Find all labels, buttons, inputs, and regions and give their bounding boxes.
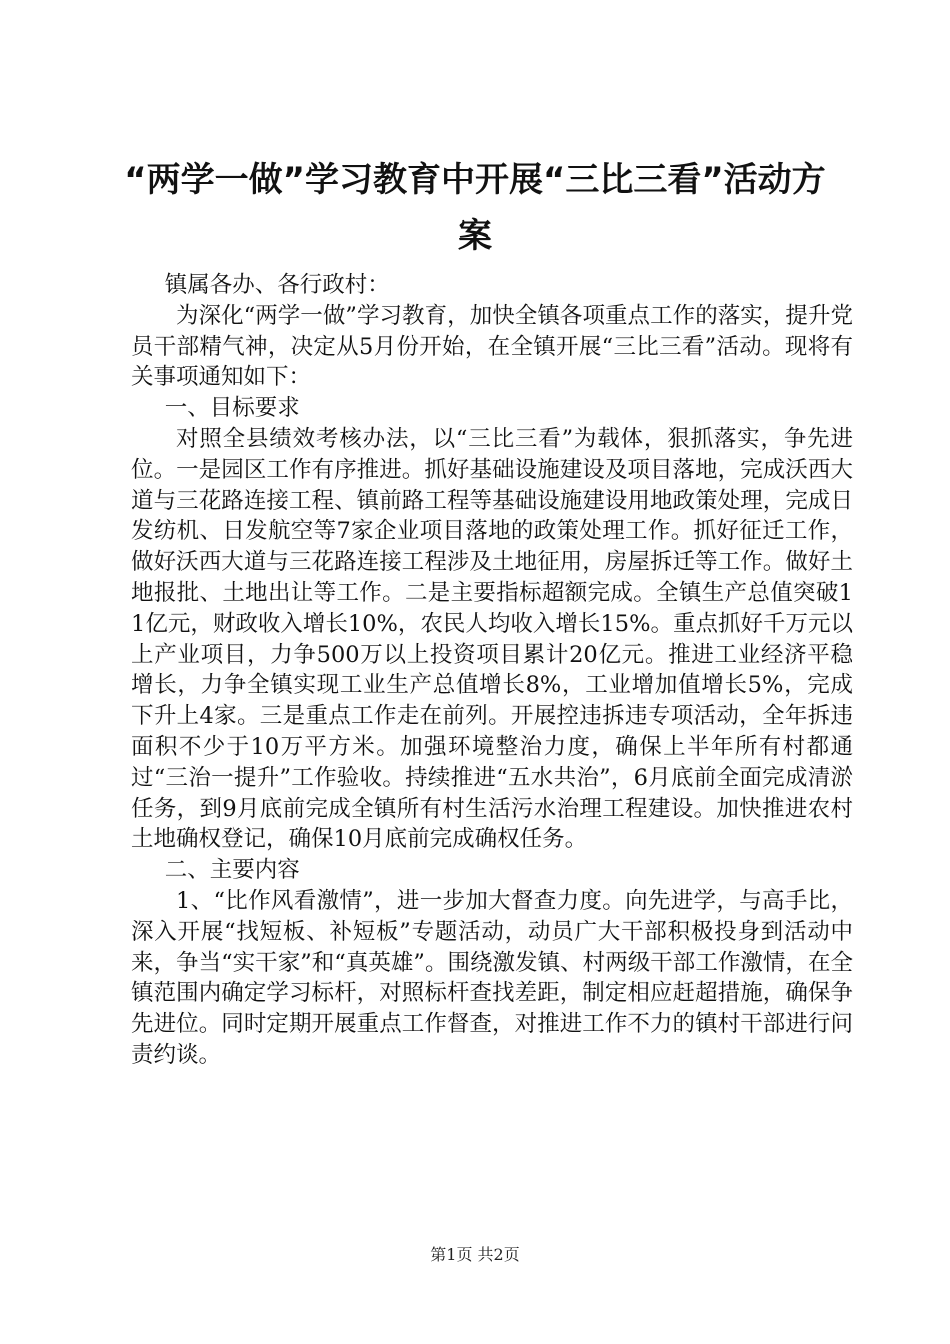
content-item-1: 1、“比作风看激情”，进一步加大督查力度。向先进学，与高手比，深入开展“找短板、补短板”专题活动，动员广大干部积极投身到活动中来，争当“实干家”和“真英雄”。围绕激发镇、村两级干部工作激情，在全镇范围内确定学习标杆，对照标杆查找差距，制定相应赶超措施，确保争先进位。同时定期开展重点工作督查，对推进工作不力的镇村干部进行问责约谈。	[131, 887, 853, 1068]
section-heading-goals: 一、目标要求	[164, 395, 300, 422]
document-body	[131, 270, 853, 1071]
document-title: “两学一做”学习教育中开展“三比三看”活动方案	[124, 160, 826, 256]
section-heading-content: 二、主要内容	[164, 857, 300, 884]
goals-paragraph: 对照全县绩效考核办法，以“三比三看”为载体，狠抓落实，争先进位。一是园区工作有序推进。抓好基础设施建设及项目落地，完成沃西大道与三花路连接工程、镇前路工程等基础设施建设用地政策处理，完成日发纺机、日发航空等7家企业项目落地的政策处理工作。抓好征迁工作，做好沃西大道与三花路连接工程涉及土地征用，房屋拆迁等工作。做好土地报批、土地出让等工作。二是主要指标超额完成。全镇生产总值突破11亿元，财政收入增长10%，农民人均收入增长15%。重点抓好千万元以上产业项目，力争500万以上投资项目累计20亿元。推进工业经济平稳增长，力争全镇实现工业生产总值增长8%，工业增加值增长5%，完成下升上4家。三是重点工作走在前列。开展控违拆违专项活动，全年拆违面积不少于10万平方米。加强环境整治力度，确保上半年所有村都通过“三治一提升”工作验收。持续推进“五水共治”，6月底前全面完成清淤任务，到9月底前完成全镇所有村生活污水治理工程建设。加快推进农村土地确权登记，确保10月底前完成确权任务。	[131, 425, 853, 853]
salutation: 镇属各办、各行政村：	[164, 272, 390, 298]
page-footer: 第1页 共2页	[430, 1245, 520, 1264]
intro-paragraph: 为深化“两学一做”学习教育，加快全镇各项重点工作的落实，提升党员干部精气神，决定从5月份开始，在全镇开展“三比三看”活动。现将有关事项通知如下：	[131, 302, 853, 391]
